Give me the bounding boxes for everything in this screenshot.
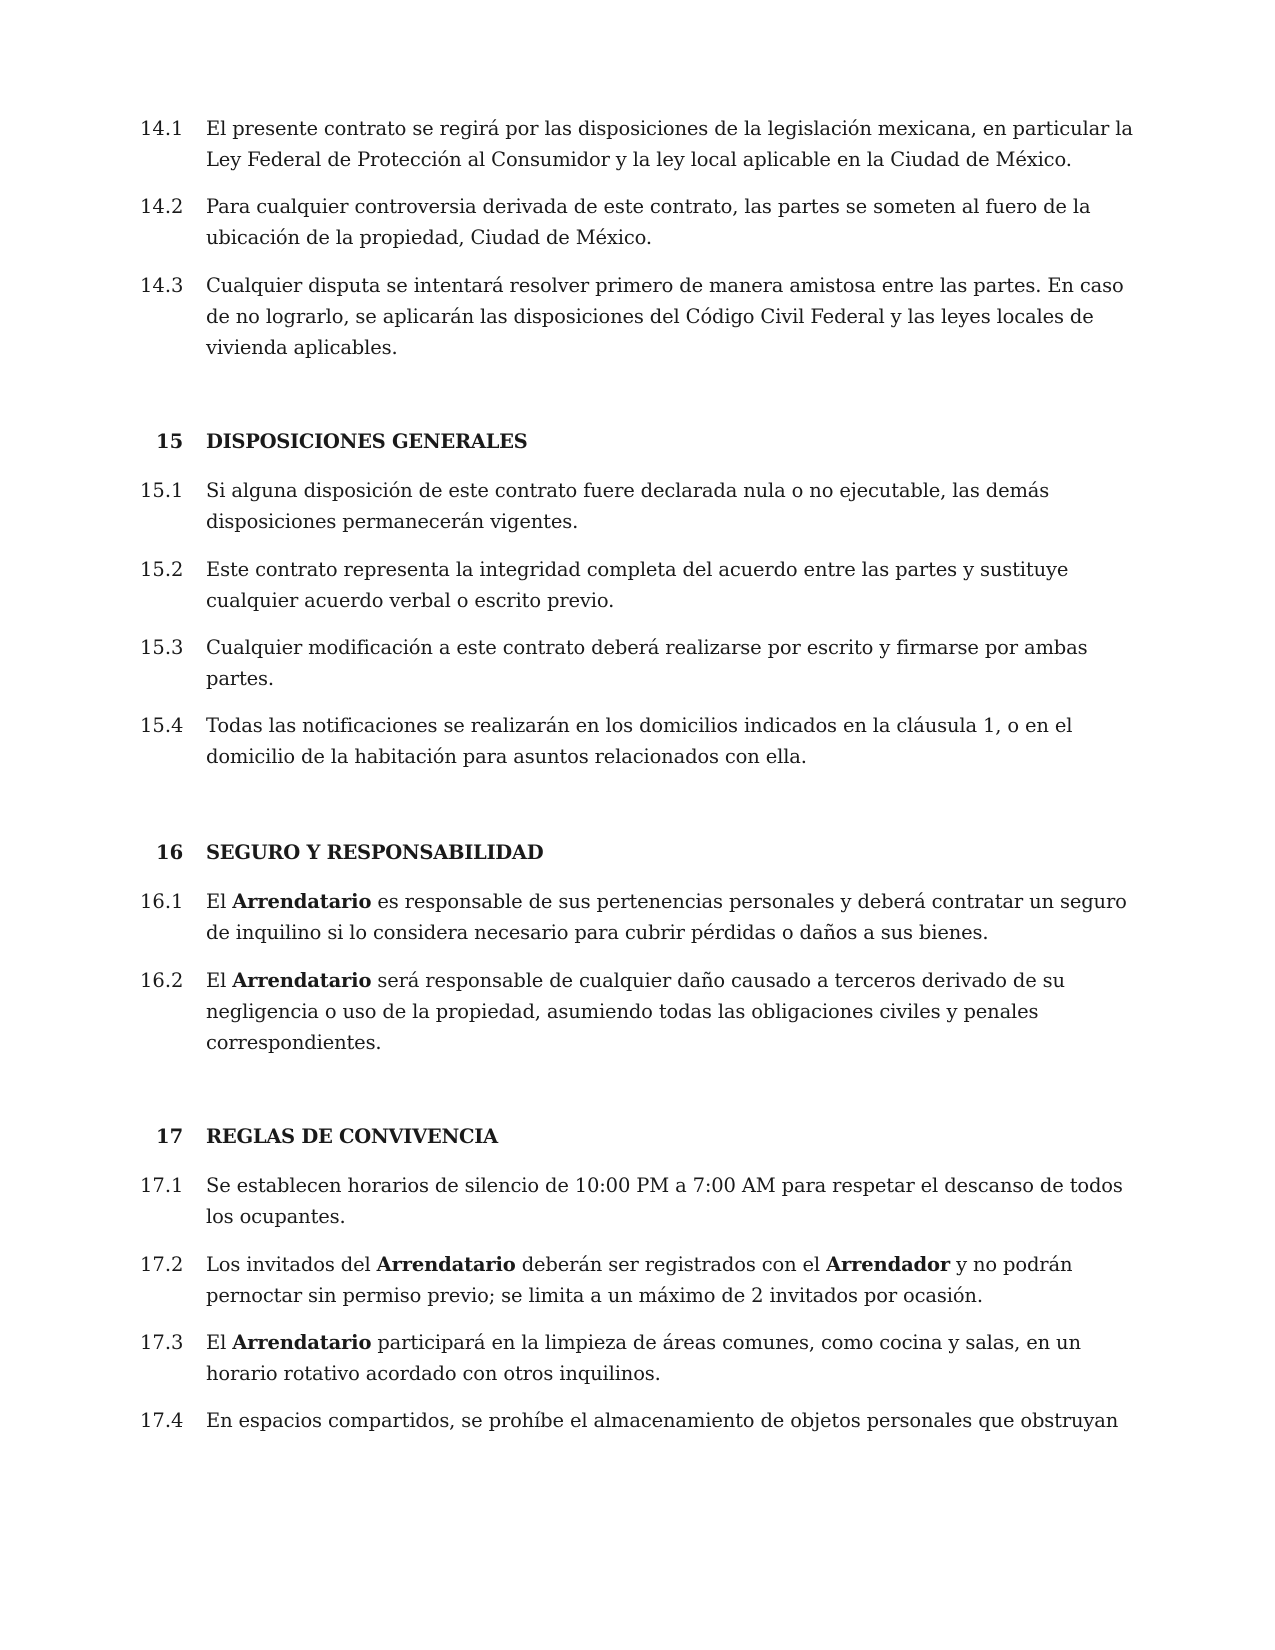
section-number: 16 <box>156 841 184 864</box>
clause-number: 16.2 <box>140 969 184 992</box>
clause-line: partes. <box>206 667 274 690</box>
text-run: es responsable de sus pertenencias personales y deberá contratar un seguro <box>371 890 1127 913</box>
clause-text <box>206 1249 1136 1311</box>
clause-line: de no lograrlo, se aplicarán las disposiciones del Código Civil Federal y las leyes locales de <box>206 305 1094 328</box>
clause-number: 17.3 <box>140 1331 184 1354</box>
clause-line: negligencia o uso de la propiedad, asumiendo todas las obligaciones civiles y penales <box>206 1000 1039 1023</box>
section-title: REGLAS DE CONVIVENCIA <box>206 1125 498 1148</box>
clause-line: Cualquier disputa se intentará resolver primero de manera amistosa entre las partes. En caso <box>206 274 1124 297</box>
clause-number: 15.1 <box>140 479 184 502</box>
clause-text <box>206 886 1136 948</box>
text-run: El <box>206 969 233 992</box>
party-name: Arrendatario <box>232 890 372 913</box>
clause-number: 14.3 <box>140 274 184 297</box>
clause-text <box>206 632 1136 694</box>
text-run: y no podrán <box>950 1253 1073 1276</box>
clause-line <box>206 1249 1136 1280</box>
clause-text <box>206 191 1136 253</box>
clause-line: de inquilino si lo considera necesario para cubrir pérdidas o daños a sus bienes. <box>206 921 989 944</box>
clause-number: 17.4 <box>140 1409 184 1432</box>
clause-line: Se establecen horarios de silencio de 10:00 PM a 7:00 AM para respetar el descanso de todos <box>206 1174 1123 1197</box>
clause-line: En espacios compartidos, se prohíbe el almacenamiento de objetos personales que obstruyan <box>206 1409 1119 1432</box>
text-run: deberán ser registrados con el <box>515 1253 827 1276</box>
text-run: participará en la limpieza de áreas comunes, como cocina y salas, en un <box>371 1331 1081 1354</box>
clause-line: Para cualquier controversia derivada de este contrato, las partes se someten al fuero de la <box>206 195 1091 218</box>
section-number: 17 <box>156 1125 184 1148</box>
clause-line: El presente contrato se regirá por las disposiciones de la legislación mexicana, en particular la <box>206 117 1133 140</box>
clause-line: Ley Federal de Protección al Consumidor y la ley local aplicable en la Ciudad de México. <box>206 148 1072 171</box>
clause-text <box>206 554 1136 616</box>
clause-text <box>206 475 1136 537</box>
clause-line: Cualquier modificación a este contrato deberá realizarse por escrito y firmarse por ambas <box>206 636 1088 659</box>
clause-line: ubicación de la propiedad, Ciudad de México. <box>206 226 652 249</box>
party-name: Arrendatario <box>232 1331 372 1354</box>
section-title: DISPOSICIONES GENERALES <box>206 430 528 453</box>
clause-line: Si alguna disposición de este contrato fuere declarada nula o no ejecutable, las demás <box>206 479 1050 502</box>
clause-text <box>206 965 1136 1058</box>
clause-line: pernoctar sin permiso previo; se limita a un máximo de 2 invitados por ocasión. <box>206 1284 983 1307</box>
clause-number: 14.1 <box>140 117 184 140</box>
clause-line: correspondientes. <box>206 1031 382 1054</box>
text-run: será responsable de cualquier daño causado a terceros derivado de su <box>371 969 1065 992</box>
text-run: Los invitados del <box>206 1253 377 1276</box>
clause-text <box>206 1327 1136 1389</box>
clause-text <box>206 270 1136 363</box>
clause-line: domicilio de la habitación para asuntos relacionados con ella. <box>206 745 807 768</box>
text-run: El <box>206 890 233 913</box>
clause-number: 15.4 <box>140 714 184 737</box>
section-title: SEGURO Y RESPONSABILIDAD <box>206 841 544 864</box>
party-name: Arrendador <box>826 1253 951 1276</box>
clause-text <box>206 1405 1136 1436</box>
clause-number: 17.1 <box>140 1174 184 1197</box>
clause-number: 16.1 <box>140 890 184 913</box>
clause-text <box>206 113 1136 175</box>
clause-line: Todas las notificaciones se realizarán en los domicilios indicados en la cláusula 1, o en el <box>206 714 1073 737</box>
text-run: El <box>206 1331 233 1354</box>
clause-line: vivienda aplicables. <box>206 336 398 359</box>
clause-text <box>206 1170 1136 1232</box>
party-name: Arrendatario <box>232 969 372 992</box>
clause-number: 14.2 <box>140 195 184 218</box>
clause-line: cualquier acuerdo verbal o escrito previo. <box>206 589 615 612</box>
clause-text <box>206 710 1136 772</box>
clause-line: los ocupantes. <box>206 1205 346 1228</box>
clause-line <box>206 965 1136 996</box>
clause-line: Este contrato representa la integridad completa del acuerdo entre las partes y sustituye <box>206 558 1069 581</box>
clause-line: disposiciones permanecerán vigentes. <box>206 510 579 533</box>
clause-line <box>206 886 1136 917</box>
clause-number: 17.2 <box>140 1253 184 1276</box>
clause-line <box>206 1327 1136 1358</box>
party-name: Arrendatario <box>376 1253 516 1276</box>
section-number: 15 <box>156 430 184 453</box>
clause-number: 15.3 <box>140 636 184 659</box>
clause-line: horario rotativo acordado con otros inquilinos. <box>206 1362 661 1385</box>
clause-number: 15.2 <box>140 558 184 581</box>
